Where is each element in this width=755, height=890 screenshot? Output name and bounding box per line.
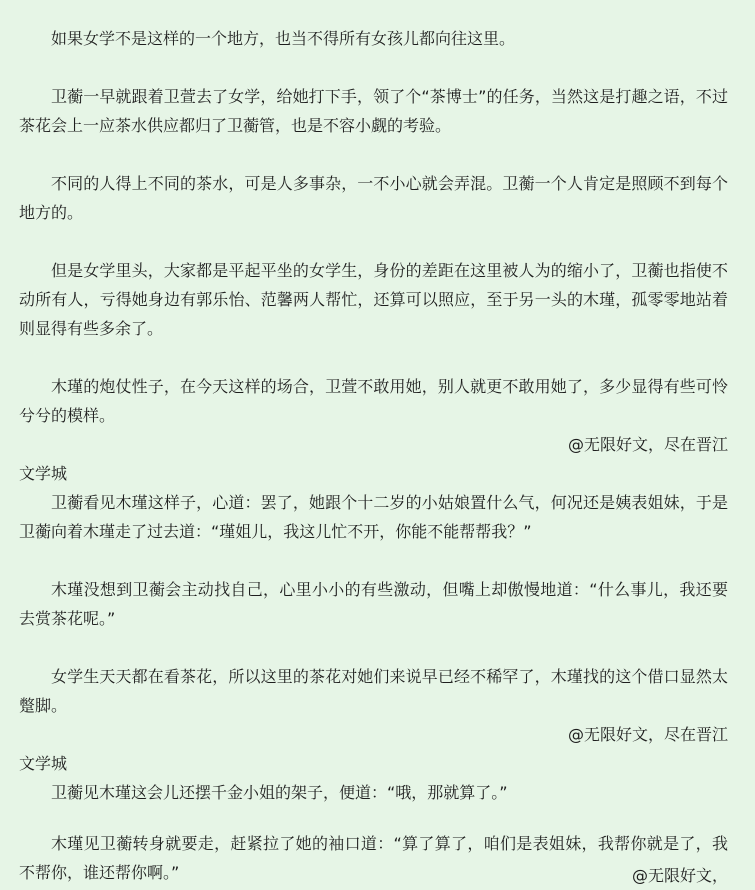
paragraph-gap: [19, 807, 728, 829]
watermark-partial: @无限好文，: [631, 866, 728, 885]
paragraph-5: 木瑾的炮仗性子，在今天这样的场合，卫萱不敢用她，别人就更不敢用她了，多少显得有些可怜兮兮的模样。: [19, 377, 728, 425]
paragraph-4: 但是女学里头，大家都是平起平坐的女学生，身份的差距在这里被人为的缩小了，卫蘅也指使不动所有人，亏得她身边有郭乐怡、范馨两人帮忙，还算可以照应，至于另一头的木瑾，孤零零地站着则显得有些多余了。: [19, 261, 728, 338]
watermark-line: @无限好文，尽在晋江: [567, 725, 728, 744]
paragraph-10: 木瑾见卫蘅转身就要走，赶紧拉了她的袖口道：“算了算了，咱们是表姐妹，我帮你就是了，我不帮你，谁还帮你啊。”: [19, 834, 728, 882]
paragraph-2: 卫蘅一早就跟着卫萱去了女学，给她打下手，领了个“茶博士”的任务，当然这是打趣之语，不过茶花会上一应茶水供应都归了卫蘅管，也是不容小觑的考验。: [19, 87, 728, 135]
watermark-tail: 文学城: [19, 464, 68, 483]
watermark-tail: 文学城: [19, 754, 68, 773]
watermark-line: @无限好文，尽在晋江: [567, 435, 728, 454]
paragraph-gap: [19, 227, 728, 256]
paragraph-gap: [19, 53, 728, 82]
paragraph-gap: [19, 633, 728, 662]
paragraph-3: 不同的人得上不同的茶水，可是人多事杂，一不小心就会弄混。卫蘅一个人肯定是照顾不到每个地方的。: [19, 174, 728, 222]
paragraph-1: 如果女学不是这样的一个地方，也当不得所有女孩儿都向往这里。: [51, 29, 516, 48]
paragraph-9: 卫蘅见木瑾这会儿还摆千金小姐的架子，便道：“哦，那就算了。”: [51, 783, 508, 802]
paragraph-gap: [19, 343, 728, 372]
paragraph-6: 卫蘅看见木瑾这样子，心道：罢了，她跟个十二岁的小姑娘置什么气，何况还是姨表姐妹，于是卫蘅向着木瑾走了过去道：“瑾姐儿，我这儿忙不开，你能不能帮帮我？”: [19, 493, 728, 541]
paragraph-gap: [19, 140, 728, 169]
paragraph-7: 木瑾没想到卫蘅会主动找自己，心里小小的有些激动，但嘴上却傲慢地道：“什么事儿，我还要去赏茶花呢。”: [19, 580, 728, 628]
paragraph-gap: [19, 546, 728, 575]
paragraph-8: 女学生天天都在看茶花，所以这里的茶花对她们来说早已经不稀罕了，木瑾找的这个借口显然太蹩脚。: [19, 667, 728, 715]
